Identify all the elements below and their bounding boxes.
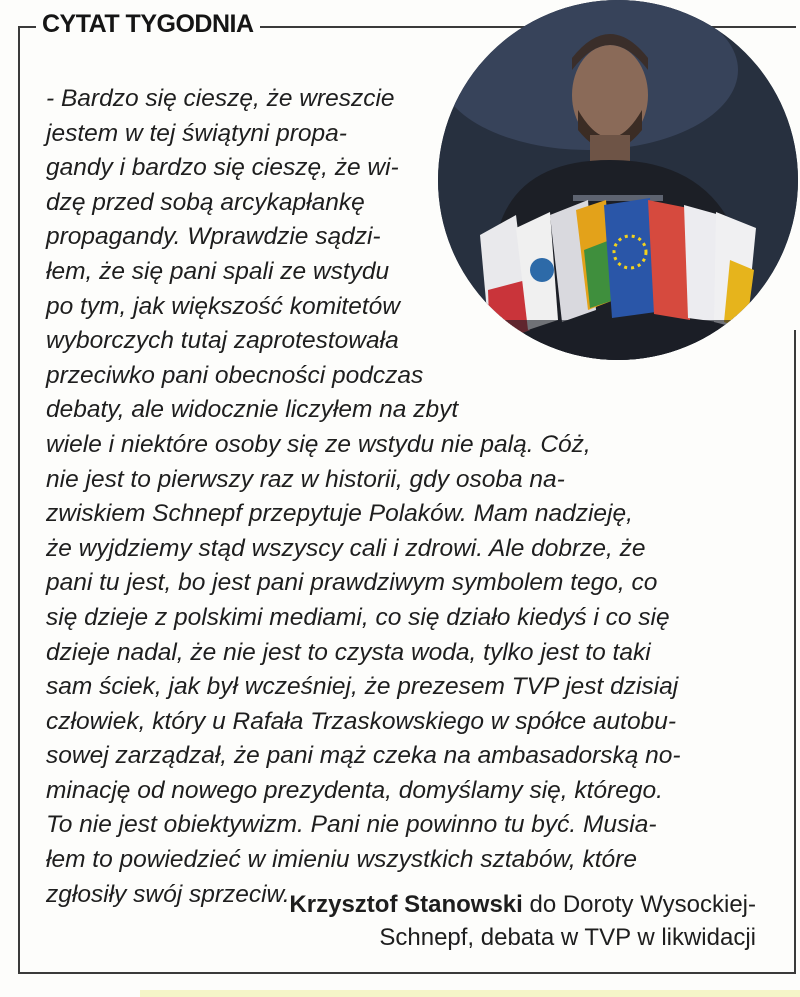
quote-line: wyborczych tutaj zaprotestowała (46, 327, 399, 355)
quote-line: wiele i niektóre osoby się ze wstydu nie palą. Cóż, (46, 430, 591, 458)
quote-line: gandy i bardzo się cieszę, że wi- (46, 154, 399, 182)
quote-line: debaty, ale widocznie liczyłem na zbyt (46, 396, 459, 424)
quote-line: po tym, jak większość komitetów (46, 292, 400, 320)
page-edge-strip (140, 990, 800, 997)
quote-line: propagandy. Wprawdzie sądzi- (46, 223, 381, 251)
frame-right-border (794, 330, 796, 974)
quote-line: pani tu jest, bo jest pani prawdziwym symbolem tego, co (46, 569, 658, 597)
quote-line: że wyjdziemy stąd wszyscy cali i zdrowi. Ale dobrze, że (46, 534, 646, 562)
quote-line: się dzieje z polskimi mediami, co się działo kiedyś i co się (46, 603, 670, 631)
attribution-line-2: Schnepf, debata w TVP w likwidacji (379, 924, 756, 951)
quote-line: minację od nowego prezydenta, domyślamy się, którego. (46, 776, 663, 804)
quote-line: człowiek, który u Rafała Trzaskowskiego w spółce autobu- (46, 707, 677, 735)
quote-line: przeciwko pani obecności podczas (46, 361, 424, 389)
quote-line: nie jest to pierwszy raz w historii, gdy osoba na- (46, 465, 565, 493)
quote-line: zwiskiem Schnepf przepytuje Polaków. Mam nadzieję, (46, 500, 633, 528)
quote-line: łem to powiedzieć w imieniu wszystkich sztabów, które (46, 846, 637, 874)
quote-line: To nie jest obiektywizm. Pani nie powinno tu być. Musia- (46, 811, 657, 839)
speaker-name: Krzysztof Stanowski (289, 891, 523, 918)
section-title: CYTAT TYGODNIA (36, 10, 260, 39)
quote-line: dzieje nadal, że nie jest to czysta woda, tylko jest to taki (46, 638, 651, 666)
quote-text (46, 82, 766, 912)
attribution (289, 888, 756, 954)
quote-line: sam ściek, jak był wcześniej, że prezesem TVP jest dzisiaj (46, 673, 679, 701)
quote-line: dzę przed sobą arcykapłankę (46, 188, 365, 216)
quote-line: sowej zarządzał, że pani mąż czeka na ambasadorską no- (46, 742, 681, 770)
quote-line: jestem w tej świątyni propa- (46, 119, 347, 147)
attribution-line-1 (289, 888, 756, 921)
quote-line: łem, że się pani spali ze wstydu (46, 257, 390, 285)
quote-line: - Bardzo się cieszę, że wreszcie (46, 85, 395, 112)
quote-line: zgłosiły swój sprzeciw. (46, 880, 290, 908)
attribution-recipient: do Doroty Wysockiej- (522, 891, 756, 918)
